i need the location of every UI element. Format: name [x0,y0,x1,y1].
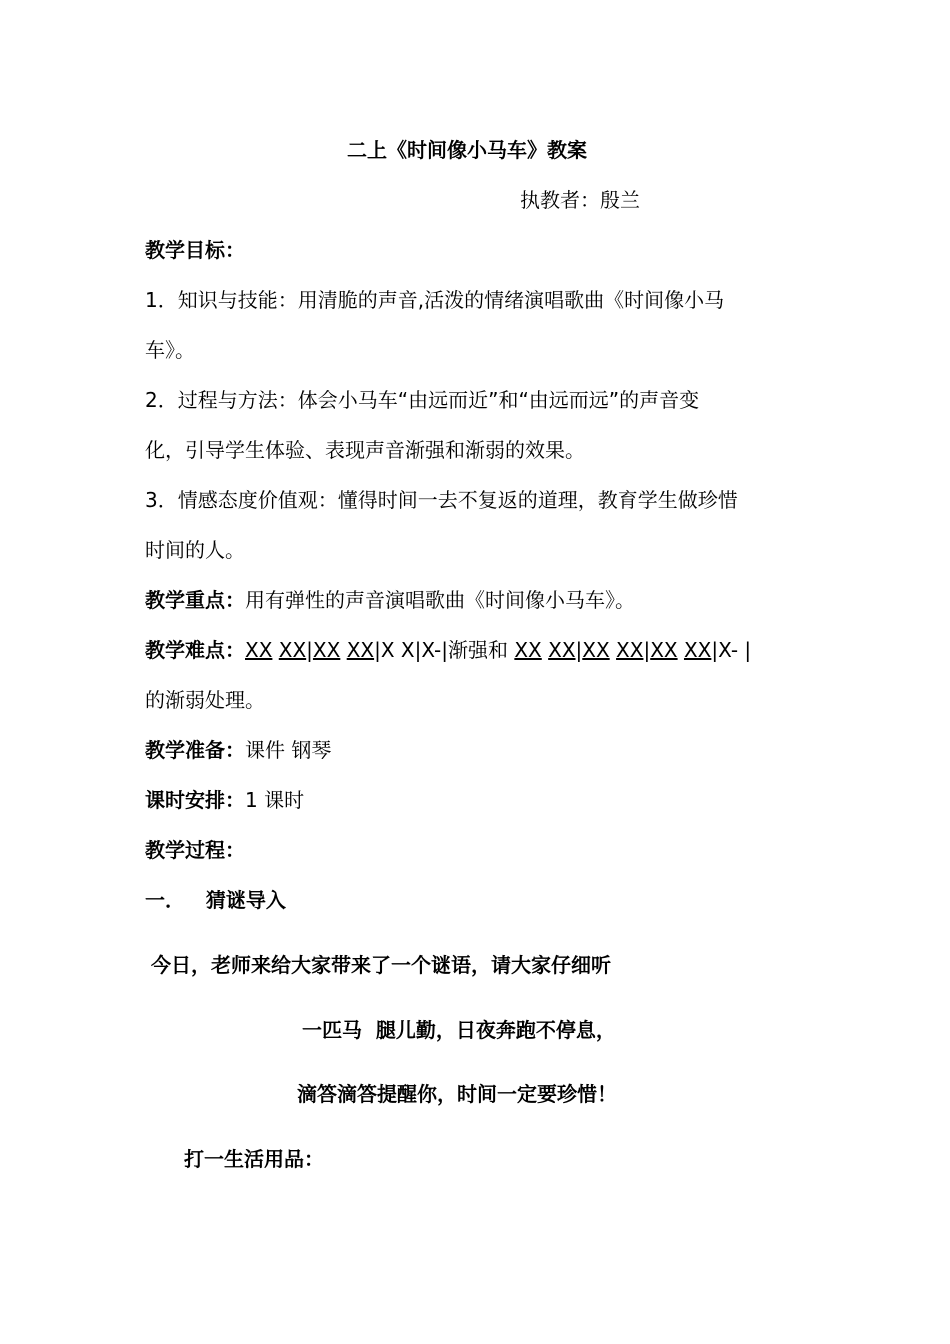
objective-3-line-1: 3．情感态度价值观：懂得时间一去不复返的道理，教育学生做珍惜 [145,488,738,512]
key-point-text: 用有弹性的声音演唱歌曲《时间像小马车》。 [245,588,635,612]
preparation-line [145,736,331,764]
key-point-line [145,586,635,614]
rhythm-note: XX [683,638,712,662]
objective-2-line-1: 2．过程与方法：体会小马车“由远而近”和“由远而远”的声音变 [145,388,700,412]
document-title: 二上《时间像小马车》教案 [347,138,587,162]
rhythm-bar: | [306,638,313,662]
rhythm-note: XX [548,638,576,662]
rhythm-note: XX [346,638,375,662]
rhythm-note: XX [312,638,341,662]
objective-2-line-2: 化，引导学生体验、表现声音渐强和渐弱的效果。 [145,438,585,462]
objective-1-line-2: 车》。 [145,338,195,362]
rhythm-bar: | [575,638,583,662]
rhythm-note: XX [582,638,610,662]
schedule-line [145,786,304,814]
riddle-intro: 今日，老师来给大家带来了一个谜语，请大家仔细听 [151,953,611,977]
rhythm-note: XX [245,638,273,662]
teacher-name: 执教者：殷兰 [520,188,640,212]
difficulty-line-2: 的渐弱处理。 [145,688,265,712]
riddle-line-1: 一匹马 腿儿勤，日夜奔跑不停息， [302,1018,616,1042]
rhythm-note: XX [650,638,678,662]
difficulty-label: 教学难点： [145,638,245,662]
rhythm-note: XX [514,638,542,662]
process-heading: 教学过程： [145,838,245,862]
section-1-heading: 一． 猜谜导入 [145,888,286,912]
key-point-label: 教学重点： [145,588,245,612]
objective-1-line-1: 1．知识与技能：用清脆的声音,活泼的情绪演唱歌曲《时间像小马 [145,288,725,312]
rhythm-end: |X- | [711,638,752,662]
objective-3-line-2: 时间的人。 [145,538,245,562]
preparation-label: 教学准备： [145,738,245,762]
rhythm-note: XX [278,638,307,662]
difficulty-line-1 [145,636,751,664]
rhythm-bar: | [643,638,651,662]
riddle-line-2: 滴答滴答提醒你，时间一定要珍惜！ [297,1082,617,1106]
preparation-text: 课件 钢琴 [245,738,332,762]
rhythm-middle: |X X|X-|渐强和 [374,638,508,662]
riddle-hint: 打一生活用品： [184,1147,324,1171]
schedule-text: 1 课时 [245,788,305,812]
objectives-heading: 教学目标： [145,238,245,262]
schedule-label: 课时安排： [145,788,245,812]
rhythm-note: XX [616,638,644,662]
